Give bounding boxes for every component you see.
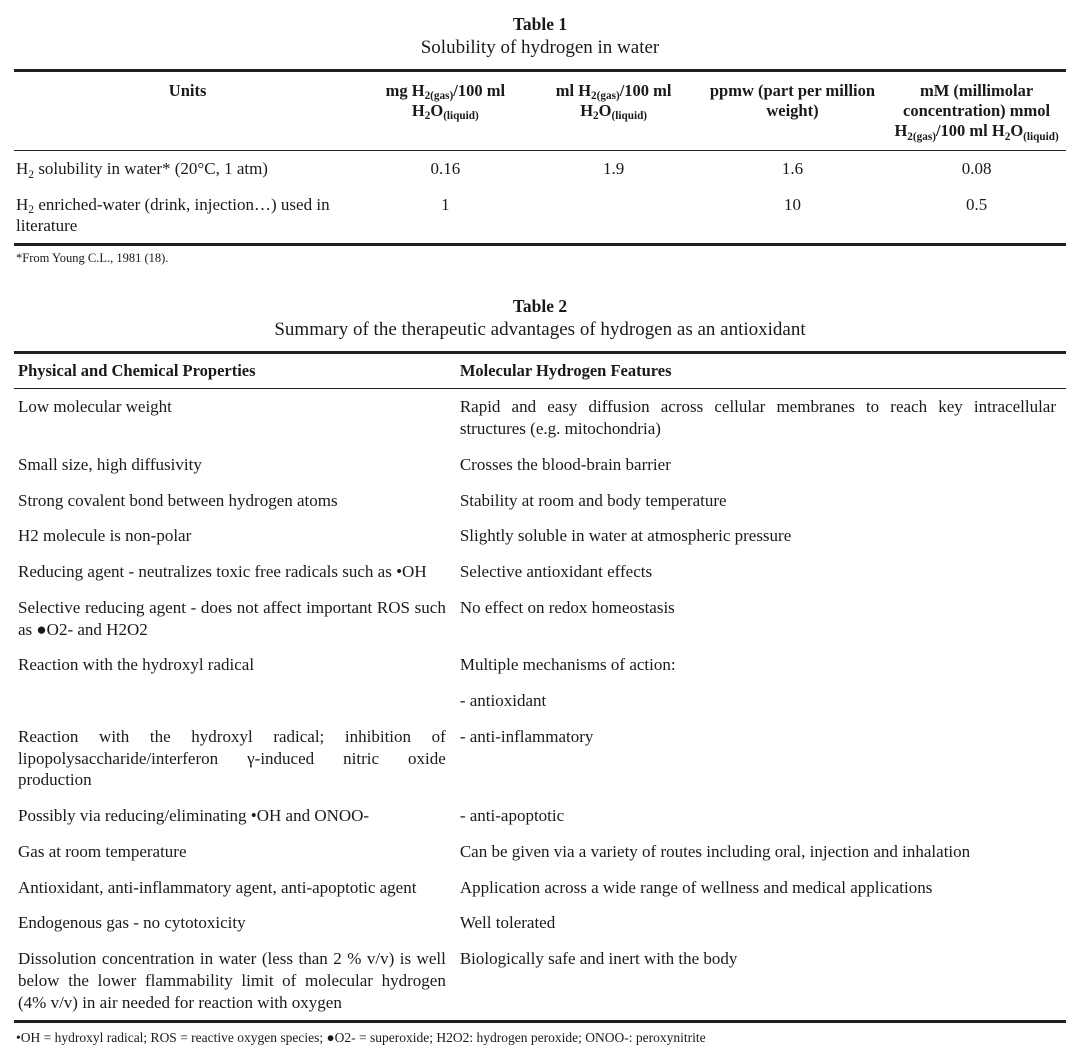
- table-row: [14, 447, 1066, 483]
- table1-row0-ppmw: 1.6: [698, 151, 887, 187]
- table-row: [14, 905, 1066, 941]
- table-row: [14, 719, 1066, 798]
- table1-row1-mm: 0.5: [887, 187, 1066, 245]
- table-row: [14, 187, 1066, 245]
- table2-row13-feature: Biologically safe and inert with the body: [456, 941, 1066, 1022]
- table1-row1-mg: 1: [361, 187, 529, 245]
- table-row: [14, 647, 1066, 683]
- table1-header-mg: mg $H_{2(gas)}/100$ ml $H_2O_{(liquid)}$: [361, 71, 529, 151]
- table1-row0-mg: 0.16: [361, 151, 529, 187]
- table-row: [14, 683, 1066, 719]
- table2-row5-property: Selective reducing agent - does not affect important ROS such as ●O2- and H2O2: [18, 597, 446, 639]
- table2-header-features: Molecular Hydrogen Features: [456, 353, 1066, 389]
- table1-block: [14, 14, 1066, 266]
- table2-row9-feature: - anti-apoptotic: [459, 806, 565, 826]
- table1-header-ml: ml $H_{2(gas)}/100$ ml $H_2O_{(liquid)}$: [529, 71, 697, 151]
- table2-row6-feature: Multiple mechanisms of action:: [459, 655, 676, 675]
- table1-caption: Solubility of hydrogen in water: [420, 37, 660, 58]
- table1-header-units: Units: [14, 71, 361, 151]
- table-row: [14, 389, 1066, 447]
- table2-row8-property: Reaction with the hydroxyl radical; inhibition of lipopolysaccharide/interferon γ-induced nitric oxide production: [18, 726, 446, 790]
- table2-row0-property: Low molecular weight: [18, 397, 172, 417]
- table2-row1-feature: Crosses the blood-brain barrier: [459, 454, 671, 474]
- table2-row11-property: Antioxidant, anti-inflammatory agent, anti-apoptotic agent: [18, 877, 417, 897]
- table1-header-mm: mM (millimolar concentration) mmol $H_{2(gas)}/100$ ml $H_2O_{(liquid)}$: [887, 71, 1066, 151]
- table2-row10-property: Gas at room temperature: [18, 841, 187, 861]
- table1-row0-mm: 0.08: [887, 151, 1066, 187]
- table2-row3-property: H2 molecule is non-polar: [18, 526, 192, 546]
- table2-row7-property: [14, 683, 456, 719]
- table2-row11-feature: Application across a wide range of wellness and medical applications: [459, 877, 933, 897]
- table2-row0-feature: Rapid and easy diffusion across cellular membranes to reach key intracellular structures (e.g. mitochondria): [459, 397, 1056, 439]
- table1-row1-ppmw: 10: [698, 187, 887, 245]
- table2-caption: Summary of the therapeutic advantages of hydrogen as an antioxidant: [274, 319, 806, 341]
- table-row: [14, 483, 1066, 519]
- solubility-table: [14, 69, 1066, 246]
- table1-number: Table 1: [512, 14, 568, 34]
- table1-row0-ml: 1.9: [529, 151, 697, 187]
- table2-row3-feature: Slightly soluble in water at atmospheric pressure: [459, 526, 792, 546]
- table2-footnote: •OH = hydroxyl radical; ROS = reactive oxygen species; ●O2- = superoxide; H2O2: hydrogen peroxide; ONOO-: peroxynitrite: [16, 1030, 706, 1046]
- table2-row12-property: Endogenous gas - no cytotoxicity: [18, 913, 246, 933]
- table-row: [14, 798, 1066, 834]
- table1-footnote: *From Young C.L., 1981 (18).: [16, 251, 169, 266]
- table2-header-row: [14, 353, 1066, 389]
- table2-row4-property: Reducing agent - neutralizes toxic free radicals such as •OH: [18, 562, 427, 582]
- table1-row1-ml: [529, 187, 697, 245]
- table2-row6-property: Reaction with the hydroxyl radical: [18, 655, 255, 675]
- table2-row7-feature: - antioxidant: [459, 691, 547, 711]
- table2-block: [14, 296, 1066, 1046]
- table2-row8-feature: - anti-inflammatory: [459, 726, 594, 746]
- table2-number: Table 2: [512, 296, 568, 317]
- table2-row12-feature: Well tolerated: [459, 913, 556, 933]
- table-row: [14, 834, 1066, 870]
- table2-row2-feature: Stability at room and body temperature: [459, 490, 727, 510]
- table1-header-ppmw: ppmw (part per million weight): [698, 71, 887, 151]
- table2-row9-property: Possibly via reducing/eliminating •OH and ONOO-: [18, 806, 370, 826]
- table1-header-row: [14, 71, 1066, 151]
- table2-body: [14, 389, 1066, 1022]
- table2-row13-property: Dissolution concentration in water (less than 2 % v/v) is well below the lower flammability limit of molecular hydrogen (4% v/v) in air needed for reaction with oxygen: [14, 941, 456, 1022]
- table2-row10-feature: Can be given via a variety of routes including oral, injection and inhalation: [459, 841, 971, 861]
- table2-row5-feature: No effect on redox homeostasis: [459, 597, 675, 617]
- table2-row4-feature: Selective antioxidant effects: [459, 562, 653, 582]
- section-spacer: [14, 266, 1066, 290]
- table2-header-properties: Physical and Chemical Properties: [14, 353, 456, 389]
- advantages-table: [14, 351, 1066, 1023]
- table-row: [14, 590, 1066, 648]
- table-row: [14, 870, 1066, 906]
- table-row: [14, 554, 1066, 590]
- table-row: [14, 941, 1066, 1022]
- table1-row1-label: $H_2$ enriched-water (drink, injection…) used in literature: [14, 187, 361, 245]
- table2-row2-property: Strong covalent bond between hydrogen atoms: [18, 490, 338, 510]
- table-row: [14, 151, 1066, 187]
- table2-row1-property: Small size, high diffusivity: [18, 454, 202, 474]
- table-row: [14, 518, 1066, 554]
- table1-row0-label: $H_2$ solubility in water* (20°C, 1 atm): [14, 151, 361, 187]
